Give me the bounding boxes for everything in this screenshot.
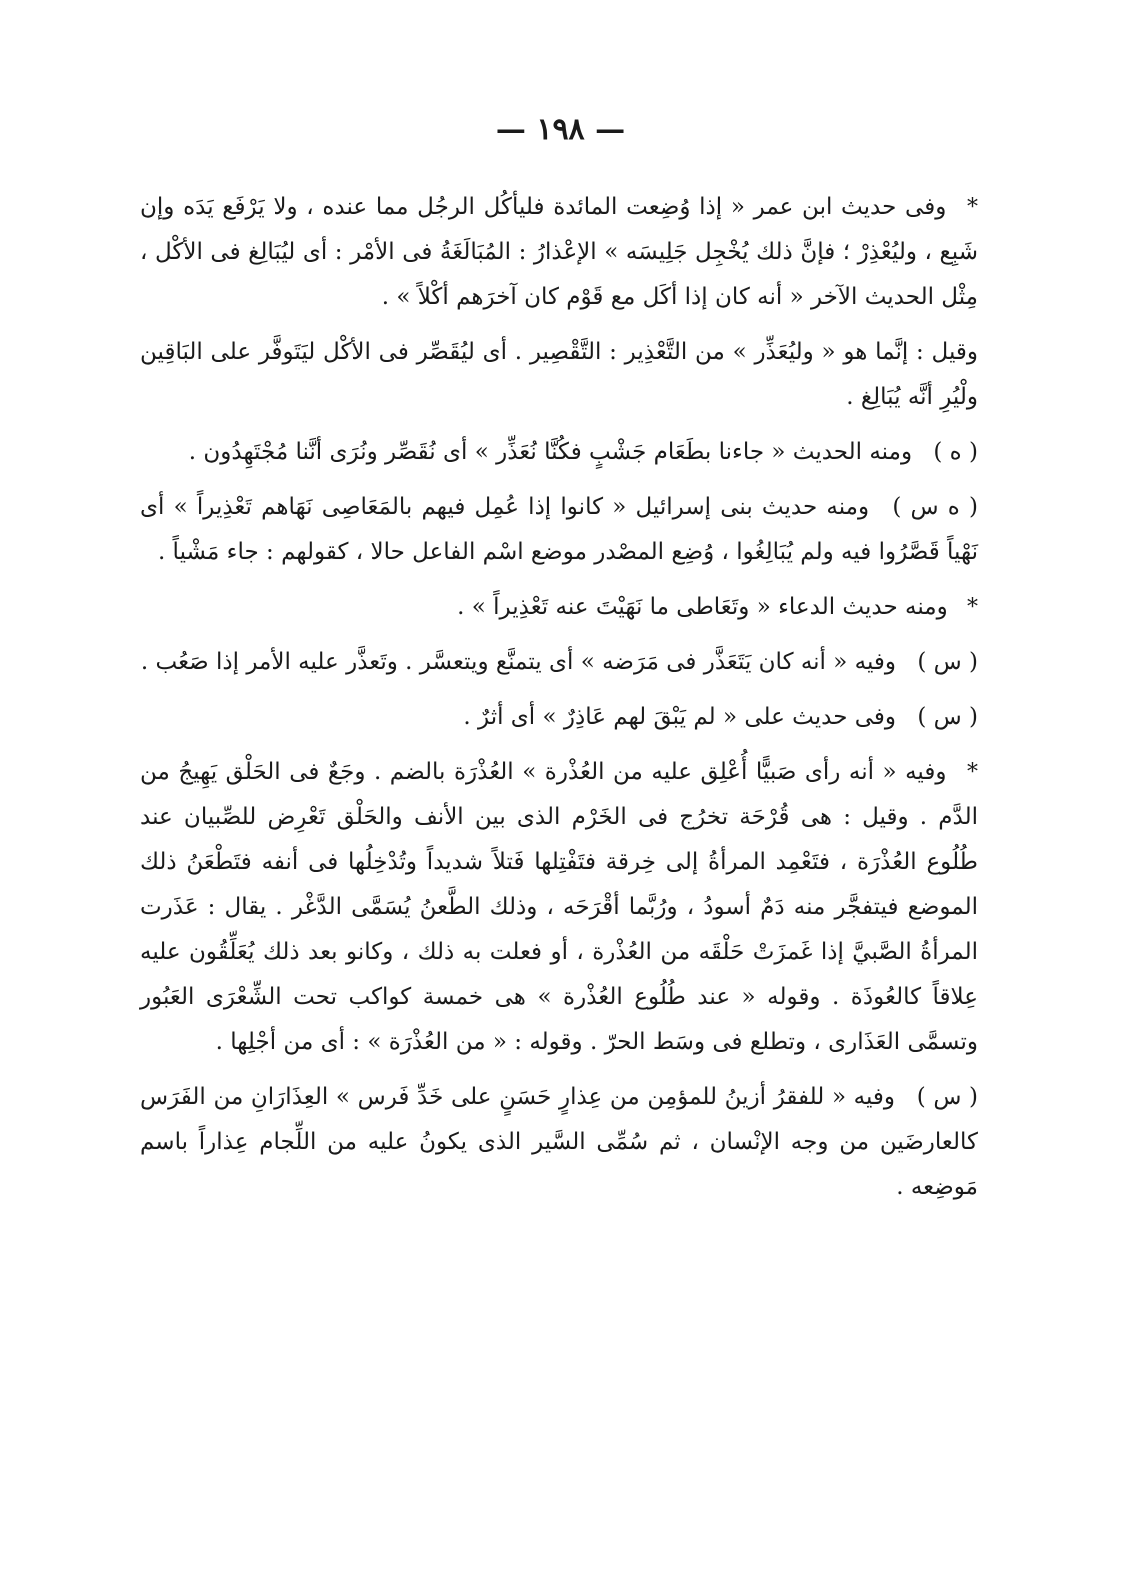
paragraph-marker: ( س ) [917, 649, 978, 675]
paragraph-marker: ( س ) [916, 1084, 979, 1110]
paragraph-text: ومنه حديث بنى إسرائيل « كانوا إذا عُمِل فيهم بالمَعَاصِى نَهَاهم تَعْذِيراً » أى نَهْياً قَصَّرُوا فيه ولم يُبَالِغُوا ، وُضِع المصْدر موضع اسْم الفاعل حالا ، كقولهم : جاء مَشْياً . [140, 494, 978, 565]
paragraph [140, 485, 978, 575]
paragraph-text: وفيه « أنه رأى صَبيًّا أُعْلِق عليه من العُذْرة » العُذْرَة بالضم . وجَعٌ فى الحَلْق يَهِيجُ من الدَّم . وقيل : هى قُرْحَة تخرُج فى الخَرْم الذى بين الأنف والحَلْق تَعْرِض للصِّبيان عند طُلُوع العُذْرَة ، فتَعْمِد المرأةُ إلى خِرقة فتَفْتِلها فَتلاً شديداً وتُدْخِلُها فى أنفه فتَطْعَنُ ذلك الموضع فيتفجَّر منه دَمٌ أسودُ ، ورُبَّما أقْرَحَه ، وذلك الطَّعنُ يُسَمَّى الدَّغْر . يقال : عَذَرت المرأةُ الصَّبيَّ إذا غَمزَتْ حَلْقَه من العُذْرة ، أو فعلت به ذلك ، وكانو بعد ذلك يُعَلِّقُون عليه عِلاقاً كالعُوذَة . وقوله « عند طُلُوع العُذْرة » هى خمسة كواكب تحت الشِّعْرَى العَبُور وتسمَّى العَذَارى ، وتطلع فى وسَط الحرّ . وقوله : « من العُذْرَة » : أى من أجْلِها . [140, 759, 978, 1055]
paragraph-text: وفى حديث على « لم يَبْقَ لهم عَاذِرٌ » أى أثرٌ . [463, 704, 897, 730]
paragraph-text: وفى حديث ابن عمر « إذا وُضِعت المائدة فليأكُل الرجُل مما عنده ، ولا يَرْفَع يَدَه وإن شَبِع ، وليُعْذِرْ ؛ فإنَّ ذلك يُخْجِل جَلِيسَه » الإعْذارُ : المُبَالَغَةُ فى الأمْر : أى ليُبَالِغ فى الأكْل ، مِثْل الحديث الآخر « أنه كان إذا أكَل مع قَوْم كان آخرَهم أكْلاً » . [140, 194, 978, 310]
paragraph [140, 430, 978, 475]
paragraph-text: ومنه الحديث « جاءنا بطَعَام جَشْبٍ فكُنَّا نُعَذِّر » أى نُقَصِّر ونُرَى أنَّنا مُجْتَهِدُون . [188, 439, 913, 465]
page-number: — ١٩٨ — [495, 112, 626, 147]
paragraph-marker: ( س ) [917, 704, 978, 730]
paragraph-marker: * [967, 760, 978, 785]
paragraph [140, 585, 978, 630]
paragraph [140, 750, 978, 1065]
paragraph [140, 330, 978, 420]
paragraph-text: وقيل : إنَّما هو « وليُعَذِّر » من التَّعْذِير : التَّقْصِير . أى ليُقَصِّر فى الأكْل ليَتَوفَّر على البَاقِين ولْيُرِ أنَّه يُبَالِغ . [140, 339, 978, 410]
paragraph-marker: * [967, 195, 979, 220]
text-body [140, 185, 978, 1220]
paragraph-marker: ( ه س ) [892, 494, 978, 520]
paragraph-marker: * [967, 595, 978, 620]
paragraph-text: ومنه حديث الدعاء « وتَعَاطى ما نَهَيْتَ عنه تَعْذِيراً » . [457, 594, 948, 620]
paragraph [140, 640, 978, 685]
paragraph-marker: ( ه ) [933, 439, 978, 465]
paragraph [140, 1075, 978, 1210]
paragraph-text: وفيه « للفقرُ أزينُ للمؤمِن من عِذارٍ حَسَنٍ على خَدِّ فَرس » العِذَارَانِ من الفَرَس كالعارضَين من وجه الإنْسان ، ثم سُمِّى السَّير الذى يكونُ عليه من اللِّجام عِذاراً باسم مَوضِعه . [140, 1084, 978, 1200]
paragraph-text: وفيه « أنه كان يَتَعَذَّر فى مَرَضه » أى يتمنَّع ويتعسَّر . وتَعذَّر عليه الأمر إذا صَعُب . [140, 649, 897, 675]
paragraph [140, 695, 978, 740]
paragraph [140, 185, 978, 320]
